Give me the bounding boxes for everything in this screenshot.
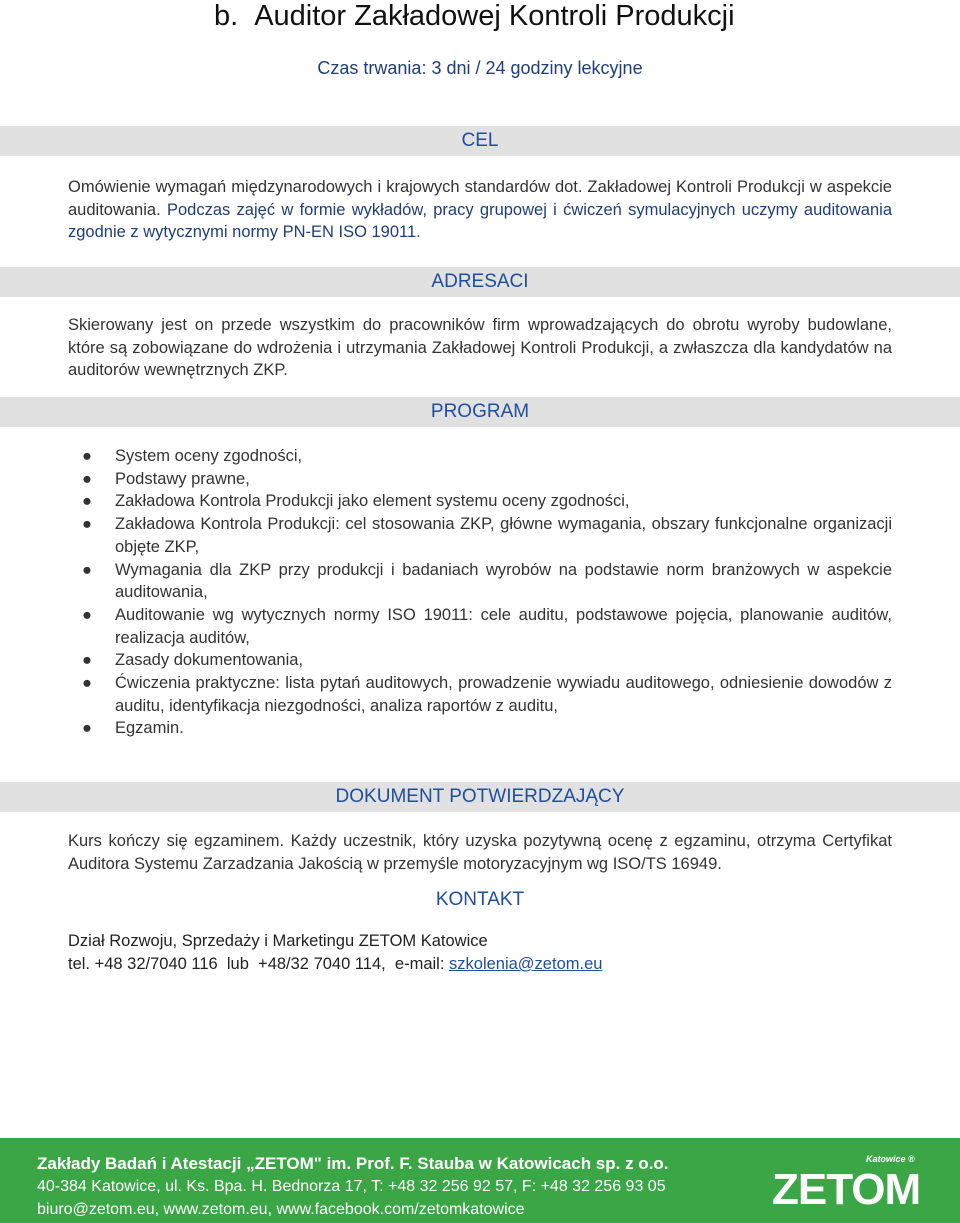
program-item-text: System oceny zgodności, [115,447,303,465]
course-duration: Czas trwania: 3 dni / 24 godziny lekcyjne [317,58,643,78]
footer-address: 40-384 Katowice, ul. Ks. Bpa. H. Bednorza 17, T: +48 32 256 92 57, F: +48 32 256 93 05 [37,1178,666,1195]
contact-email-link[interactable]: szkolenia@zetom.eu [449,955,603,973]
dokument-text: Kurs kończy się egzaminem. Każdy uczestnik, który uzyska pozytywną ocenę z egzaminu, otrzyma Certyfikat Auditora Systemu Zarzadzania Jakością w przemyśle motoryzacyjnym wg ISO/TS 16949. [68,832,892,873]
zetom-logo [770,1148,930,1218]
program-item-text: Egzamin. [115,719,184,738]
logo-sub-text: Katowice ® [866,1154,915,1164]
section-number: b. [214,0,239,32]
program-item-text: Zakładowa Kontrola Produkcji jako element systemu oceny zgodności, [115,492,630,511]
kontakt-heading: KONTAKT [435,889,525,910]
program-item [68,672,892,717]
program-item [68,559,892,604]
program-item-text: Wymagania dla ZKP przy produkcji i badaniach wyrobów na podstawie norm branżowych w aspekcie auditowania, [115,560,892,602]
program-heading: PROGRAM [0,397,960,427]
logo-text: ZETOM [772,1165,921,1214]
program-item-text: Zasady dokumentowania, [115,651,304,670]
footer [0,1138,960,1223]
program-item-text: Zakładowa Kontrola Produkcji: cel stosowania ZKP, główne wymagania, obszary funkcjonalne organizacji objęte ZKP, [115,515,892,556]
program-item-text: Ćwiczenia praktyczne: lista pytań auditowych, prowadzenie wywiadu auditowego, odniesienie dowodów z auditu, identyfikacja niezgodności, analiza raportów z auditu, [115,674,892,715]
contact-phone-text: tel. +48 32/7040 116 lub +48/32 7040 114, e-mail: [68,955,450,973]
program-item [68,604,892,649]
adresaci-heading: ADRESACI [0,267,960,297]
bullet-icon: ● [82,515,92,534]
cel-text [68,176,892,244]
program-item [68,717,892,740]
bullet-icon: ● [82,447,92,465]
contact-department: Dział Rozwoju, Sprzedaży i Marketingu ZETOM Katowice [68,932,488,950]
program-item-text: Auditowanie wg wytycznych normy ISO 19011: cele auditu, podstawowe pojęcia, planowanie auditów, realizacja auditów, [115,605,892,647]
bullet-icon: ● [82,674,92,693]
program-item [68,513,892,558]
bullet-icon: ● [82,469,92,488]
program-item [68,649,892,672]
bullet-icon: ● [82,651,92,670]
program-item [68,445,892,468]
footer-company-name: Zakłady Badań i Atestacji „ZETOM" im. Prof. F. Stauba w Katowicach sp. z o.o. [37,1154,669,1173]
bullet-icon: ● [82,605,92,624]
dokument-heading: DOKUMENT POTWIERDZAJĄCY [0,782,960,812]
contact-block [68,930,602,976]
course-title: Auditor Zakładowej Kontroli Produkcji [254,0,735,32]
cel-text-part1: Omówienie wymagań międzynarodowych i krajowych standardów dot. Zakładowej Kontroli Produkcji w aspekcie auditowania. [68,178,892,219]
document-title [214,0,735,33]
program-item [68,468,892,491]
program-item-text: Podstawy prawne, [115,469,250,488]
contact-phones [68,953,602,976]
bullet-icon: ● [82,719,92,738]
cel-text-part2: Podczas zajęć w formie wykładów, pracy grupowej i ćwiczeń symulacyjnych uczymy auditowania zgodnie z wytycznymi normy PN-EN ISO 19011. [68,200,892,242]
cel-heading: CEL [0,126,960,156]
bullet-icon: ● [82,492,92,511]
adresaci-text: Skierowany jest on przede wszystkim do pracowników firm wprowadzających do obrotu wyroby budowlane, które są zobowiązane do wdrożenia i utrzymania Zakładowej Kontroli Produkcji, a zwłaszcza dla kandydatów na auditorów wewnętrznych ZKP. [68,316,892,380]
bullet-icon: ● [82,560,92,579]
program-list [68,445,892,740]
footer-links: biuro@zetom.eu, www.zetom.eu, www.facebook.com/zetomkatowice [37,1201,525,1218]
program-item [68,490,892,513]
